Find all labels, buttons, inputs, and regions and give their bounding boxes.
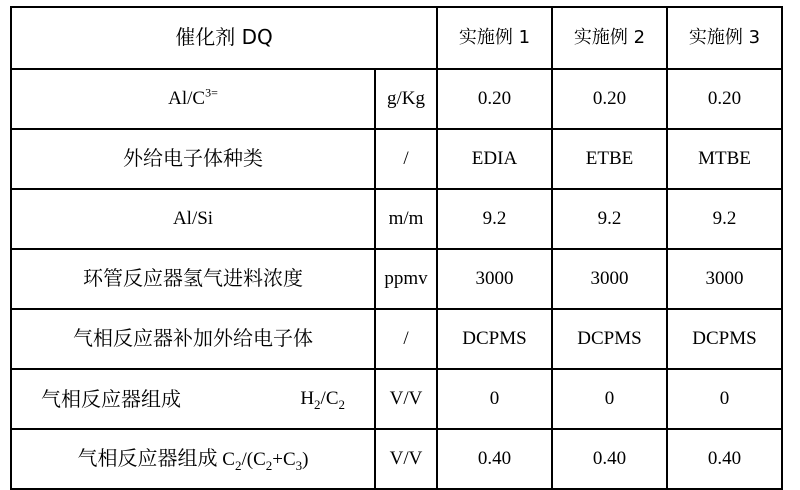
row-label-al-si: Al/Si bbox=[11, 189, 375, 249]
table-row bbox=[11, 69, 782, 129]
catalyst-spec-table bbox=[10, 6, 783, 490]
table-row bbox=[11, 369, 782, 429]
column-header-2: 实施例 2 bbox=[552, 7, 667, 69]
row-label-text: 气相反应器组成 bbox=[77, 446, 218, 471]
table-row bbox=[11, 309, 782, 369]
table-row bbox=[11, 429, 782, 489]
row-label-al-c3: $Al/C^{3=}$ bbox=[11, 69, 375, 129]
row-unit: ppmv bbox=[375, 249, 437, 309]
row-value: DCPMS bbox=[552, 309, 667, 369]
row-value: 0 bbox=[552, 369, 667, 429]
row-value: 0.40 bbox=[437, 429, 552, 489]
row-value: 0 bbox=[437, 369, 552, 429]
column-header-1: 实施例 1 bbox=[437, 7, 552, 69]
row-unit: m/m bbox=[375, 189, 437, 249]
row-value: 3000 bbox=[552, 249, 667, 309]
table-row bbox=[11, 249, 782, 309]
row-value: 3000 bbox=[437, 249, 552, 309]
row-unit: V/V bbox=[375, 369, 437, 429]
row-value: EDIA bbox=[437, 129, 552, 189]
row-value: 0.40 bbox=[552, 429, 667, 489]
row-value: DCPMS bbox=[667, 309, 782, 369]
table-title-cell bbox=[11, 7, 437, 69]
row-value: 0.40 bbox=[667, 429, 782, 489]
table-header-row bbox=[11, 7, 782, 69]
row-value: 0.20 bbox=[552, 69, 667, 129]
table-row bbox=[11, 189, 782, 249]
row-value: 9.2 bbox=[552, 189, 667, 249]
table-row bbox=[11, 129, 782, 189]
row-value: 9.2 bbox=[667, 189, 782, 249]
row-label-formula: $H_2/C_2$ bbox=[300, 388, 345, 412]
row-label-gas-phase-composition-h2c2: 气相反应器组成 $H_2/C_2$ bbox=[11, 369, 375, 429]
row-label-loop-reactor-h2-feed: 环管反应器氢气进料浓度 bbox=[11, 249, 375, 309]
column-header-3: 实施例 3 bbox=[667, 7, 782, 69]
row-unit: g/Kg bbox=[375, 69, 437, 129]
row-value: 3000 bbox=[667, 249, 782, 309]
row-label-gas-phase-added-donor: 气相反应器补加外给电子体 bbox=[11, 309, 375, 369]
row-value: ETBE bbox=[552, 129, 667, 189]
row-value: 9.2 bbox=[437, 189, 552, 249]
row-label-external-donor-type: 外给电子体种类 bbox=[11, 129, 375, 189]
row-value: 0 bbox=[667, 369, 782, 429]
row-label-gas-phase-composition-c2-ratio bbox=[11, 429, 375, 489]
row-value: DCPMS bbox=[437, 309, 552, 369]
table-title-text: 催化剂 DQ bbox=[175, 25, 273, 50]
row-value: MTBE bbox=[667, 129, 782, 189]
row-value: 0.20 bbox=[667, 69, 782, 129]
row-value: 0.20 bbox=[437, 69, 552, 129]
row-unit: / bbox=[375, 129, 437, 189]
row-unit: V/V bbox=[375, 429, 437, 489]
row-unit: / bbox=[375, 309, 437, 369]
row-label-formula: $C_2/(C_2+C_3)$ bbox=[222, 449, 309, 473]
